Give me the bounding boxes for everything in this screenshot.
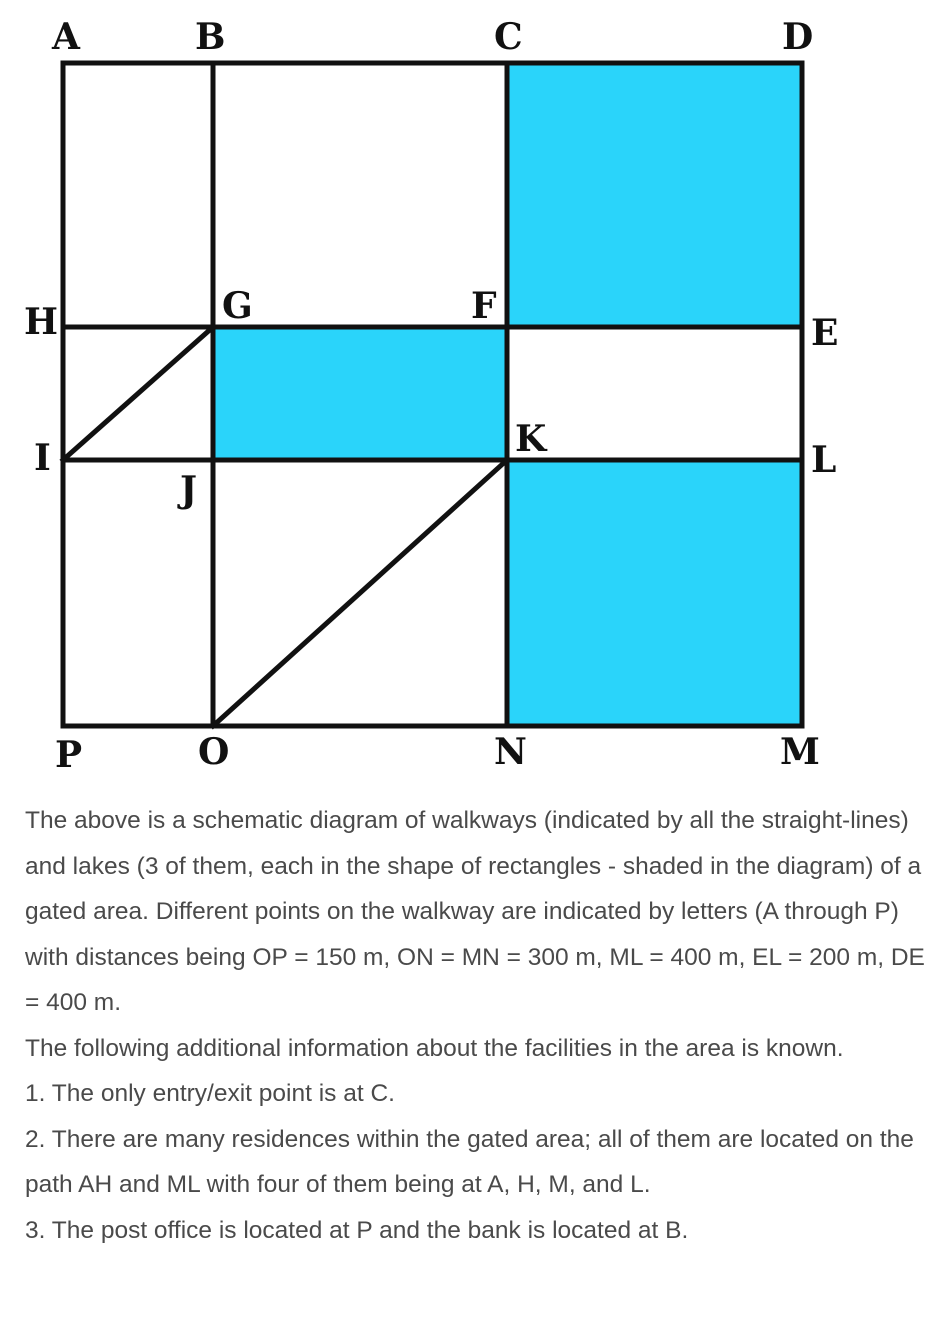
lake-lower-right [507, 460, 802, 726]
facility-item-1: 1. The only entry/exit point is at C. [25, 1080, 395, 1107]
point-label-k: K [515, 418, 547, 460]
point-label-l: L [811, 439, 837, 481]
point-label-b: B [195, 16, 226, 58]
walkway-ig [63, 327, 213, 460]
point-label-e: E [811, 312, 839, 354]
facilities-intro: The following additional information about the facilities in the area is known. [25, 1034, 844, 1062]
point-label-a: A [52, 16, 80, 58]
point-label-p: P [55, 734, 83, 776]
facility-item-2: 2. There are many residences within the gated area; all of them are located on the path AH and ML with four of them being at A, H, M, and L. [25, 1125, 914, 1198]
point-label-m: M [780, 731, 820, 773]
point-label-o: O [198, 731, 230, 773]
walkway-ok [213, 460, 507, 726]
point-label-c: C [494, 16, 523, 58]
facility-item-3: 3. The post office is located at P and the bank is located at B. [25, 1216, 689, 1244]
description-text [25, 798, 925, 1253]
point-label-g: G [222, 285, 253, 327]
point-label-d: D [782, 16, 814, 58]
point-label-i: I [34, 437, 51, 479]
description-paragraph: The above is a schematic diagram of walkways (indicated by all the straight-lines) and lakes (3 of them, each in the shape of rectangles - shaded in the diagram) of a gated area. Different points on the walkway are indicated by letters (A through P) with distances being OP = 150 m, ON = MN = 300 m, ML = 400 m, EL = 200 m, DE = 400 m. [25, 807, 925, 1016]
point-label-n: N [494, 731, 527, 773]
lake-middle [213, 327, 507, 460]
point-label-j: J [180, 469, 198, 511]
point-label-f: F [471, 285, 497, 327]
point-label-h: H [24, 301, 59, 343]
lake-upper-right [507, 63, 802, 327]
